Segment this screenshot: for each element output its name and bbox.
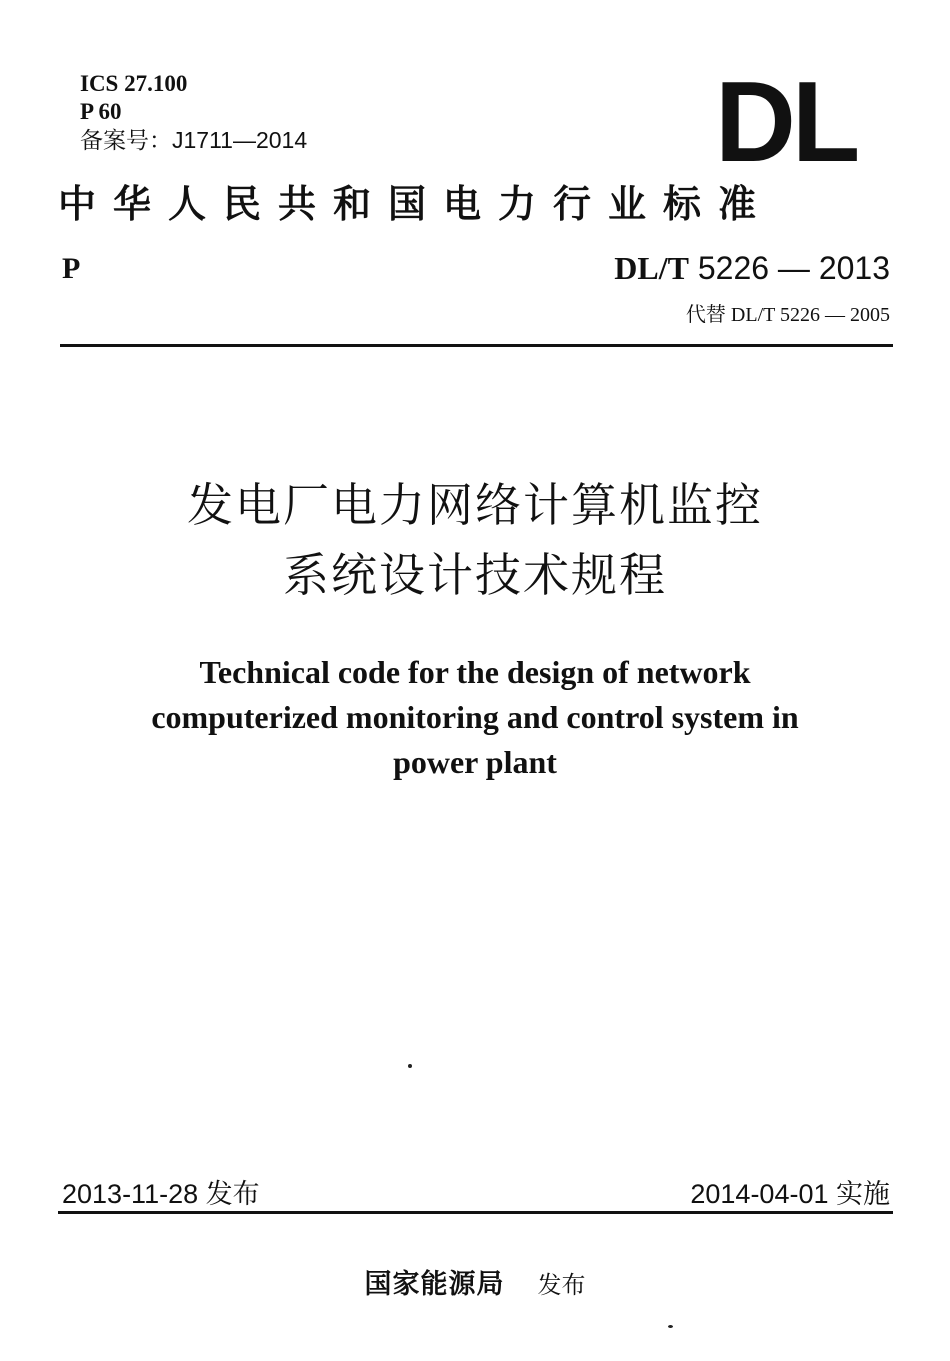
chinese-title-line-2: 系统设计技术规程 — [283, 548, 667, 602]
ccs-code: P 60 — [80, 99, 122, 124]
english-title-line-3: power plant — [393, 744, 557, 780]
ics-code: ICS 27.100 — [80, 71, 188, 96]
bottom-divider — [58, 1211, 893, 1214]
scan-speck — [668, 1325, 673, 1328]
implementation-date: 2014-04-01 实施 — [690, 1179, 890, 1209]
classification-letter: P — [62, 252, 81, 285]
top-divider — [60, 344, 893, 347]
filing-number: 备案号：J1711—2014 — [80, 127, 308, 153]
english-title-line-2: computerized monitoring and control system in — [151, 699, 799, 735]
issuer-line — [0, 1262, 950, 1301]
issue-date: 2013-11-28 发布 — [62, 1179, 260, 1209]
classification-codes — [80, 70, 307, 154]
english-title-line-1: Technical code for the design of network — [199, 654, 751, 690]
standard-number-value: 5226 — 2013 — [697, 250, 890, 286]
scan-speck — [408, 1064, 412, 1068]
chinese-title-line-1: 发电厂电力网络计算机监控 — [187, 478, 763, 532]
english-title — [0, 650, 950, 785]
dl-logo: DL — [715, 57, 857, 186]
standard-number-prefix: DL/T — [614, 250, 689, 286]
issuing-organization: 国家能源局 — [364, 1269, 505, 1300]
issue-action: 发布 — [537, 1271, 586, 1299]
chinese-title — [0, 470, 950, 610]
standard-category-title: 中华人民共和国电力行业标准 — [58, 181, 774, 226]
replaces-standard: 代替 DL/T 5226 — 2005 — [685, 304, 890, 326]
standard-number — [614, 250, 890, 287]
